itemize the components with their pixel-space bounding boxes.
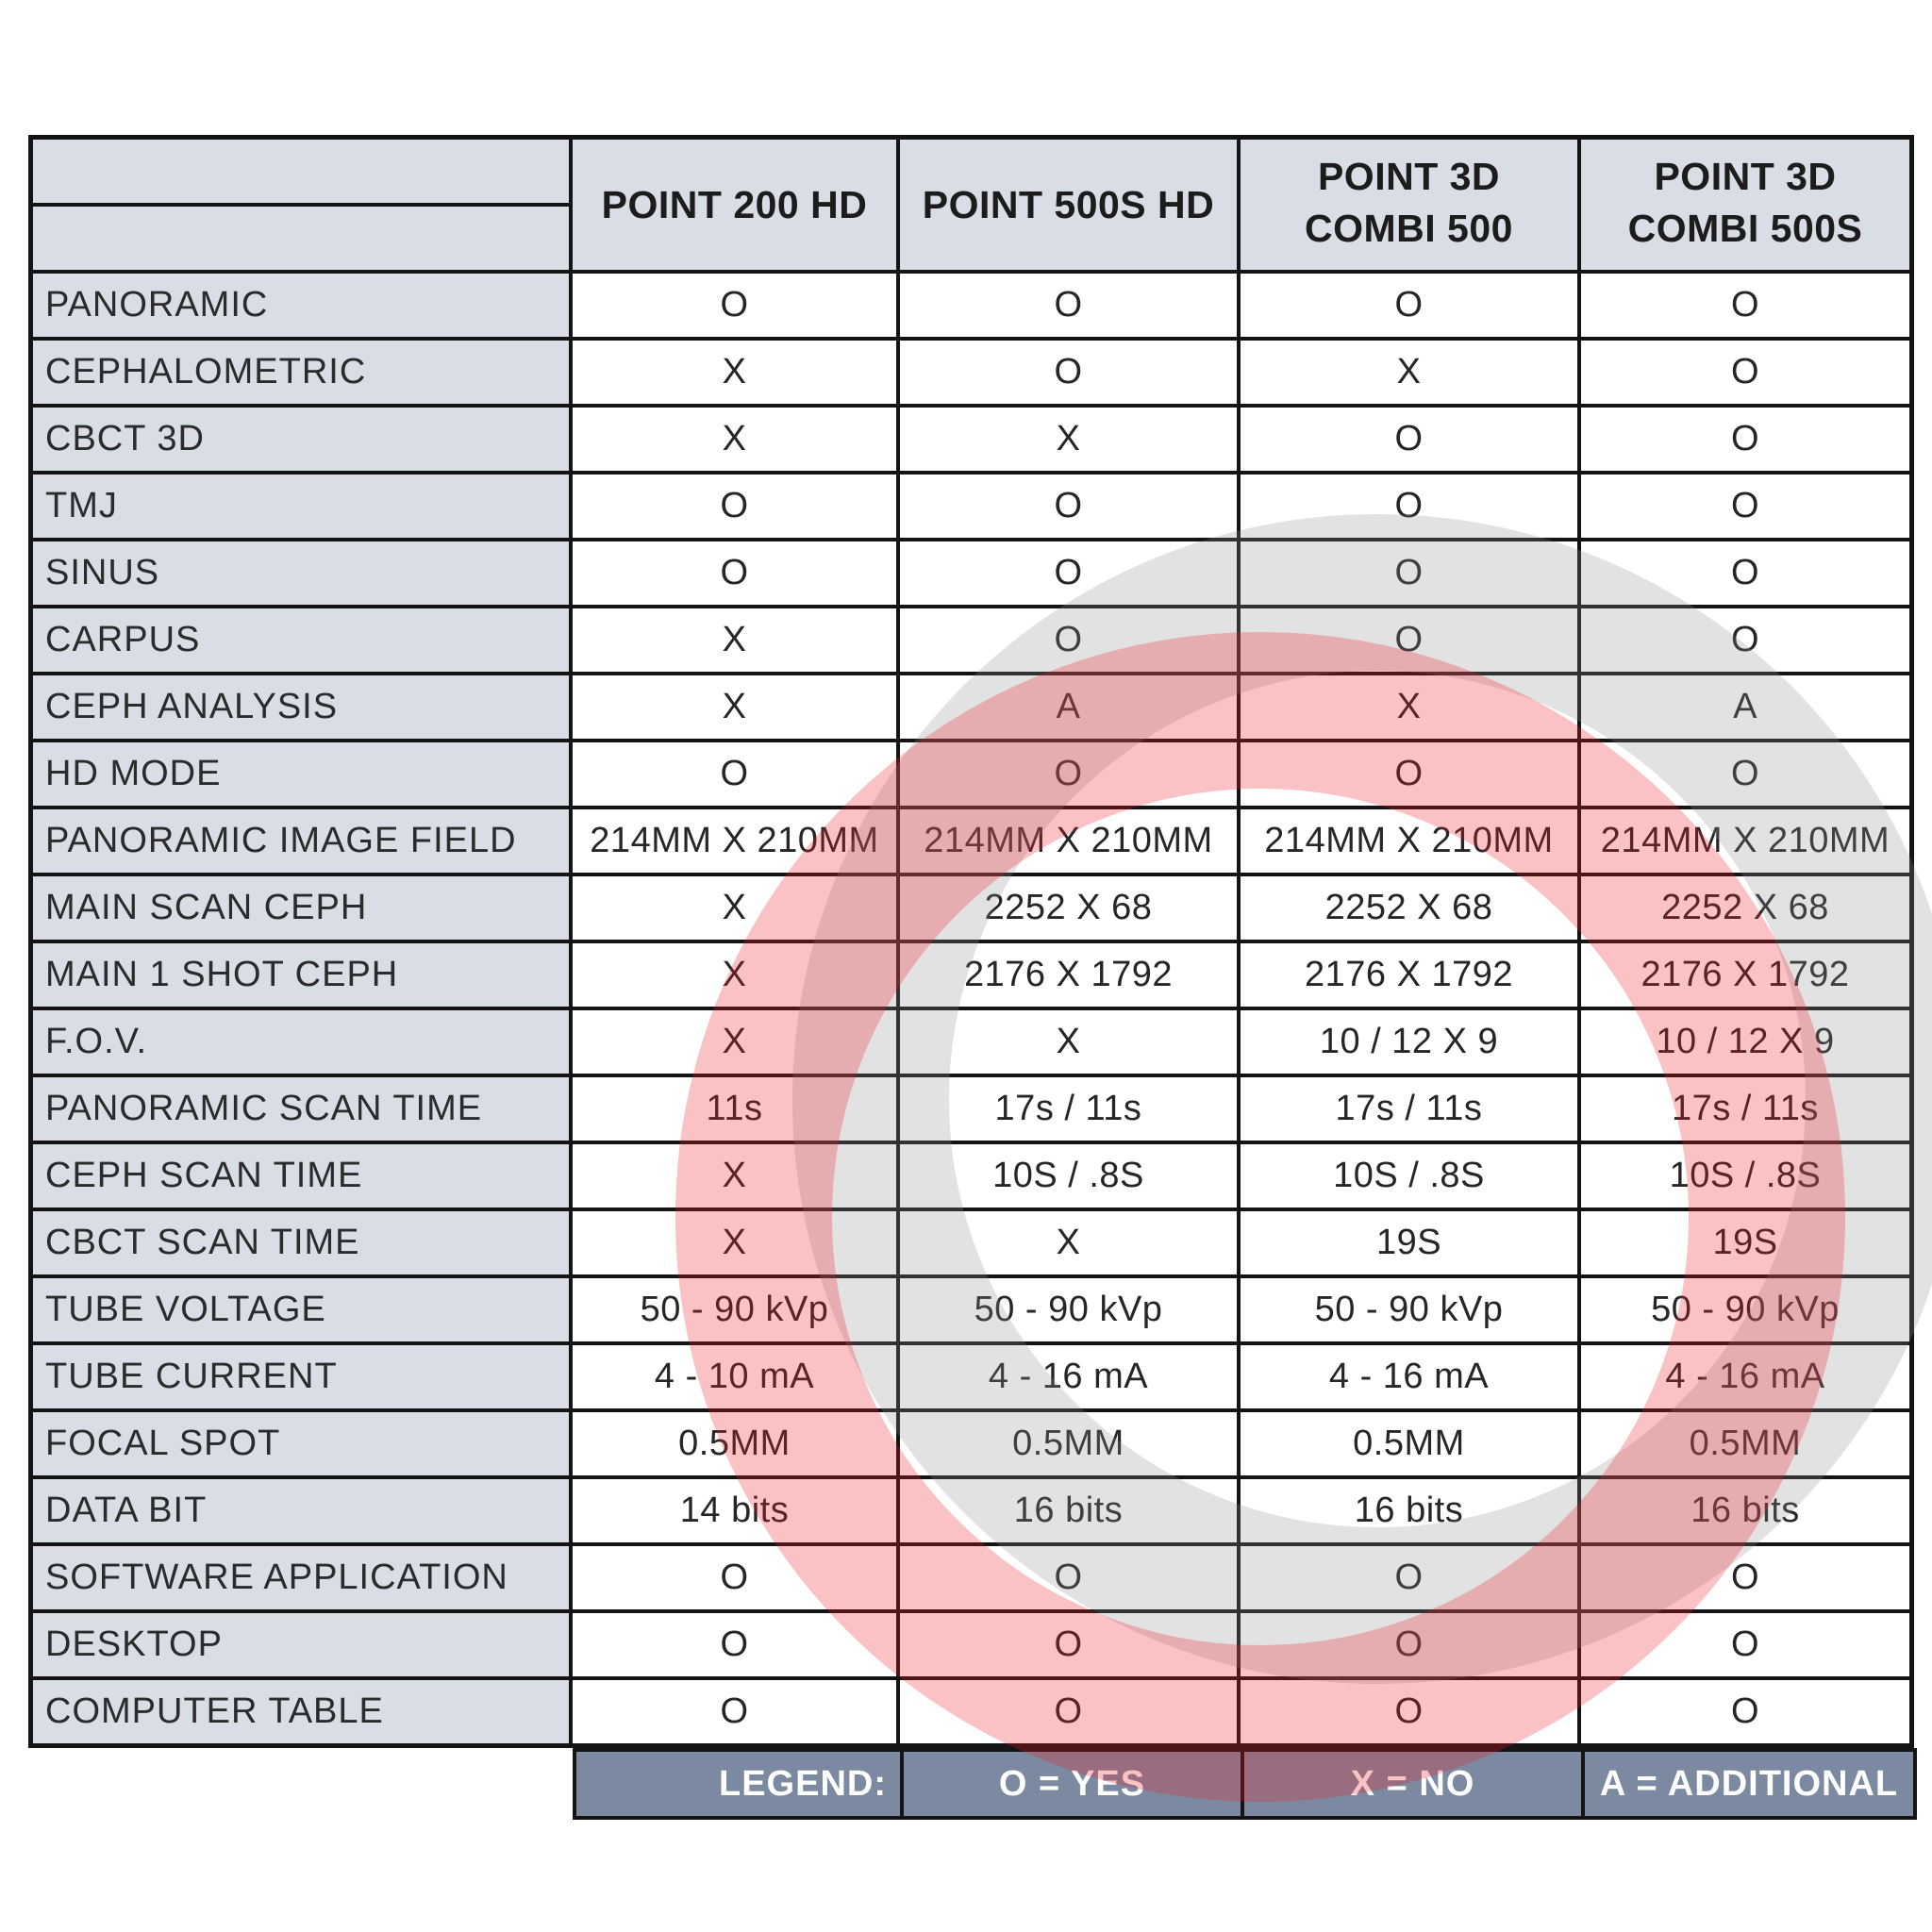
value-cell: X bbox=[573, 341, 896, 404]
value-cell: 10S / .8S bbox=[1241, 1144, 1577, 1208]
column-header-line: COMBI 500S bbox=[1627, 207, 1863, 250]
value-cell: 2176 X 1792 bbox=[1241, 943, 1577, 1007]
value-cell: 17s / 11s bbox=[900, 1077, 1237, 1141]
column-header-line: POINT 3D bbox=[1317, 155, 1501, 198]
value-cell: O bbox=[1581, 475, 1909, 538]
value-cell: 16 bits bbox=[900, 1479, 1237, 1542]
value-cell: X bbox=[900, 408, 1237, 471]
value-cell: X bbox=[573, 1144, 896, 1208]
value-cell: 10 / 12 X 9 bbox=[1241, 1010, 1577, 1074]
value-cell: 50 - 90 kVp bbox=[573, 1278, 896, 1341]
legend-item: X = NO bbox=[1244, 1752, 1581, 1816]
value-cell: O bbox=[573, 1613, 896, 1676]
value-cell: O bbox=[1581, 608, 1909, 672]
value-cell: O bbox=[1581, 742, 1909, 806]
value-cell: O bbox=[900, 475, 1237, 538]
column-header bbox=[900, 140, 1237, 270]
value-cell: X bbox=[573, 1211, 896, 1274]
value-cell: O bbox=[900, 1613, 1237, 1676]
row-label: TUBE VOLTAGE bbox=[33, 1278, 569, 1341]
value-cell: 4 - 16 mA bbox=[900, 1345, 1237, 1408]
value-cell: O bbox=[1581, 1613, 1909, 1676]
value-cell: 0.5MM bbox=[1581, 1412, 1909, 1475]
column-header-line: POINT 500S HD bbox=[922, 182, 1215, 226]
row-label: F.O.V. bbox=[33, 1010, 569, 1074]
value-cell: O bbox=[1241, 1680, 1577, 1743]
value-cell: 16 bits bbox=[1581, 1479, 1909, 1542]
row-label: DESKTOP bbox=[33, 1613, 569, 1676]
value-cell: A bbox=[1581, 675, 1909, 739]
value-cell: 10 / 12 X 9 bbox=[1581, 1010, 1909, 1074]
value-cell: O bbox=[573, 541, 896, 605]
value-cell: O bbox=[1241, 608, 1577, 672]
value-cell: O bbox=[900, 274, 1237, 337]
value-cell: 0.5MM bbox=[573, 1412, 896, 1475]
row-label: SOFTWARE APPLICATION bbox=[33, 1546, 569, 1609]
value-cell: O bbox=[900, 341, 1237, 404]
value-cell: X bbox=[573, 1010, 896, 1074]
value-cell: O bbox=[1241, 1546, 1577, 1609]
value-cell: A bbox=[900, 675, 1237, 739]
value-cell: O bbox=[1581, 408, 1909, 471]
value-cell: 16 bits bbox=[1241, 1479, 1577, 1542]
value-cell: X bbox=[573, 408, 896, 471]
value-cell: 214MM X 210MM bbox=[573, 809, 896, 873]
value-cell: 19S bbox=[1581, 1211, 1909, 1274]
value-cell: 17s / 11s bbox=[1581, 1077, 1909, 1141]
value-cell: 4 - 16 mA bbox=[1241, 1345, 1577, 1408]
value-cell: 4 - 10 mA bbox=[573, 1345, 896, 1408]
value-cell: O bbox=[900, 1546, 1237, 1609]
value-cell: X bbox=[573, 943, 896, 1007]
column-header bbox=[1581, 140, 1909, 270]
row-label: HD MODE bbox=[33, 742, 569, 806]
value-cell: X bbox=[1241, 675, 1577, 739]
value-cell: 214MM X 210MM bbox=[1581, 809, 1909, 873]
value-cell: 10S / .8S bbox=[1581, 1144, 1909, 1208]
legend-item: A = ADDITIONAL bbox=[1585, 1752, 1913, 1816]
row-label: PANORAMIC IMAGE FIELD bbox=[33, 809, 569, 873]
row-label: MAIN SCAN CEPH bbox=[33, 876, 569, 940]
value-cell: O bbox=[573, 1680, 896, 1743]
value-cell: O bbox=[900, 541, 1237, 605]
row-label: CEPHALOMETRIC bbox=[33, 341, 569, 404]
value-cell: O bbox=[1241, 541, 1577, 605]
value-cell: X bbox=[1241, 341, 1577, 404]
row-label: SINUS bbox=[33, 541, 569, 605]
value-cell: 10S / .8S bbox=[900, 1144, 1237, 1208]
value-cell: X bbox=[900, 1211, 1237, 1274]
value-cell: X bbox=[900, 1010, 1237, 1074]
value-cell: O bbox=[1581, 341, 1909, 404]
row-label: FOCAL SPOT bbox=[33, 1412, 569, 1475]
value-cell: O bbox=[1241, 408, 1577, 471]
value-cell: 214MM X 210MM bbox=[1241, 809, 1577, 873]
value-cell: 2252 X 68 bbox=[1241, 876, 1577, 940]
value-cell: X bbox=[573, 608, 896, 672]
value-cell: O bbox=[900, 1680, 1237, 1743]
value-cell: 17s / 11s bbox=[1241, 1077, 1577, 1141]
row-label: TUBE CURRENT bbox=[33, 1345, 569, 1408]
legend-title: LEGEND: bbox=[576, 1752, 900, 1816]
value-cell: O bbox=[1241, 742, 1577, 806]
value-cell: 50 - 90 kVp bbox=[900, 1278, 1237, 1341]
row-label: DATA BIT bbox=[33, 1479, 569, 1542]
value-cell: O bbox=[1581, 1680, 1909, 1743]
row-label: CBCT 3D bbox=[33, 408, 569, 471]
comparison-table bbox=[28, 135, 1914, 1748]
row-label: PANORAMIC bbox=[33, 274, 569, 337]
column-header bbox=[573, 140, 896, 270]
value-cell: 50 - 90 kVp bbox=[1581, 1278, 1909, 1341]
legend-bar bbox=[573, 1748, 1917, 1820]
row-label: PANORAMIC SCAN TIME bbox=[33, 1077, 569, 1141]
row-label: COMPUTER TABLE bbox=[33, 1680, 569, 1743]
value-cell: X bbox=[573, 876, 896, 940]
value-cell: O bbox=[900, 742, 1237, 806]
value-cell: 2176 X 1792 bbox=[900, 943, 1237, 1007]
value-cell: 0.5MM bbox=[1241, 1412, 1577, 1475]
value-cell: 50 - 90 kVp bbox=[1241, 1278, 1577, 1341]
value-cell: X bbox=[573, 675, 896, 739]
value-cell: 214MM X 210MM bbox=[900, 809, 1237, 873]
row-label: MAIN 1 SHOT CEPH bbox=[33, 943, 569, 1007]
value-cell: O bbox=[1581, 1546, 1909, 1609]
row-label: CBCT SCAN TIME bbox=[33, 1211, 569, 1274]
value-cell: O bbox=[1241, 1613, 1577, 1676]
header-label-subcell-top bbox=[33, 140, 569, 203]
value-cell: 19S bbox=[1241, 1211, 1577, 1274]
value-cell: O bbox=[573, 475, 896, 538]
value-cell: 2252 X 68 bbox=[1581, 876, 1909, 940]
legend-item: O = YES bbox=[904, 1752, 1241, 1816]
row-label: CEPH ANALYSIS bbox=[33, 675, 569, 739]
value-cell: O bbox=[1241, 274, 1577, 337]
header-label-subcell-bottom bbox=[33, 207, 569, 270]
row-label: TMJ bbox=[33, 475, 569, 538]
value-cell: 4 - 16 mA bbox=[1581, 1345, 1909, 1408]
row-label: CARPUS bbox=[33, 608, 569, 672]
value-cell: O bbox=[573, 742, 896, 806]
value-cell: 11s bbox=[573, 1077, 896, 1141]
value-cell: 14 bits bbox=[573, 1479, 896, 1542]
column-header-line: COMBI 500 bbox=[1305, 207, 1513, 250]
value-cell: O bbox=[1581, 541, 1909, 605]
value-cell: O bbox=[573, 1546, 896, 1609]
value-cell: O bbox=[1241, 475, 1577, 538]
value-cell: 2252 X 68 bbox=[900, 876, 1237, 940]
row-label: CEPH SCAN TIME bbox=[33, 1144, 569, 1208]
column-header bbox=[1241, 140, 1577, 270]
value-cell: O bbox=[900, 608, 1237, 672]
value-cell: 0.5MM bbox=[900, 1412, 1237, 1475]
column-header-line: POINT 3D bbox=[1654, 155, 1837, 198]
column-header-line: POINT 200 HD bbox=[601, 182, 868, 226]
value-cell: O bbox=[1581, 274, 1909, 337]
value-cell: 2176 X 1792 bbox=[1581, 943, 1909, 1007]
value-cell: O bbox=[573, 274, 896, 337]
